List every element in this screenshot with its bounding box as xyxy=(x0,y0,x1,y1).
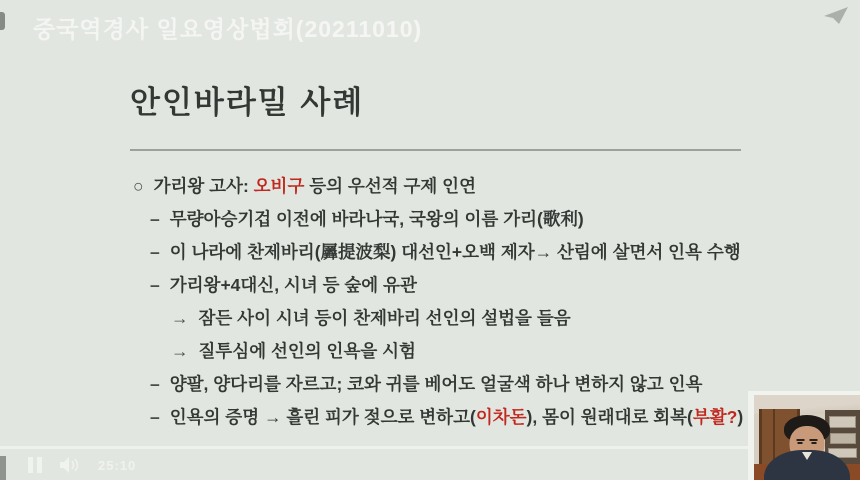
pause-icon xyxy=(37,457,42,473)
webcam-scene xyxy=(754,395,860,480)
dash-bullet-marker: – xyxy=(150,242,160,262)
volume-button[interactable] xyxy=(60,457,80,473)
eyebrow xyxy=(797,439,805,441)
shelf-box xyxy=(830,433,856,444)
eye xyxy=(798,442,803,444)
dash-bullet-marker: – xyxy=(150,209,160,229)
text-segment: 양팔, 양다리를 자르고; 코와 귀를 베어도 얼굴색 하나 변하지 않고 인욕 xyxy=(169,374,703,394)
bullet-line xyxy=(133,170,833,203)
text-segment: ) xyxy=(737,407,744,427)
slide-body xyxy=(133,170,833,434)
dash-bullet-marker: – xyxy=(150,374,160,394)
speaker-icon xyxy=(60,457,80,473)
seek-bar[interactable] xyxy=(0,446,860,449)
paper-plane-icon[interactable] xyxy=(824,7,848,29)
bullet-line xyxy=(150,236,833,269)
bullet-line xyxy=(171,302,833,335)
eyebrow xyxy=(810,439,818,441)
circle-bullet-marker: ○ xyxy=(133,176,144,196)
webcam-overlay[interactable] xyxy=(748,391,860,480)
pause-icon xyxy=(28,457,33,473)
text-segment-red: 부활? xyxy=(692,407,738,427)
text-segment: 질투심에 선인의 인욕을 시험 xyxy=(198,341,416,361)
screen-edge-artifact xyxy=(0,456,6,480)
slide-title: 안인바라밀 사례 xyxy=(130,85,365,120)
text-segment: 가리왕 고사: xyxy=(153,176,254,196)
shelf-box xyxy=(829,416,857,429)
text-segment: 무량아승기겁 이전에 바라나국, 국왕의 이름 가리(歌利) xyxy=(169,209,584,229)
pause-button[interactable] xyxy=(28,457,42,473)
eye xyxy=(811,442,816,444)
video-watermark-title: 중국역경사 일요영상법회(20211010) xyxy=(33,16,423,42)
dash-bullet-marker: – xyxy=(150,407,160,427)
player-controls xyxy=(28,457,136,473)
time-display: 25:10 xyxy=(98,457,137,473)
bullet-line xyxy=(171,335,833,368)
title-divider-rule xyxy=(130,149,741,151)
screen-edge-artifact xyxy=(0,12,5,30)
text-segment: 잠든 사이 시녀 등이 찬제바리 선인의 설법을 들음 xyxy=(198,308,571,328)
text-segment: 인욕의 증명 → 흘린 피가 젖으로 변하고( xyxy=(169,407,476,427)
text-segment: ), 몸이 원래대로 회복( xyxy=(526,407,693,427)
text-segment: 등의 우선적 구제 인연 xyxy=(304,176,476,196)
bullet-line xyxy=(150,203,833,236)
bullet-line xyxy=(150,269,833,302)
text-segment-red: 오비구 xyxy=(253,176,305,196)
text-segment: 가리왕+4대신, 시녀 등 숲에 유관 xyxy=(169,275,417,295)
arrow-bullet-marker: → xyxy=(171,308,189,328)
dash-bullet-marker: – xyxy=(150,275,160,295)
bullet-line xyxy=(150,368,833,401)
arrow-bullet-marker: → xyxy=(171,341,189,361)
text-segment: 이 나라에 찬제바리(羼提波梨) 대선인+오백 제자→ 산림에 살면서 인욕 수행 xyxy=(169,242,741,262)
text-segment-red: 이차돈 xyxy=(475,407,527,427)
bullet-line xyxy=(150,401,833,434)
